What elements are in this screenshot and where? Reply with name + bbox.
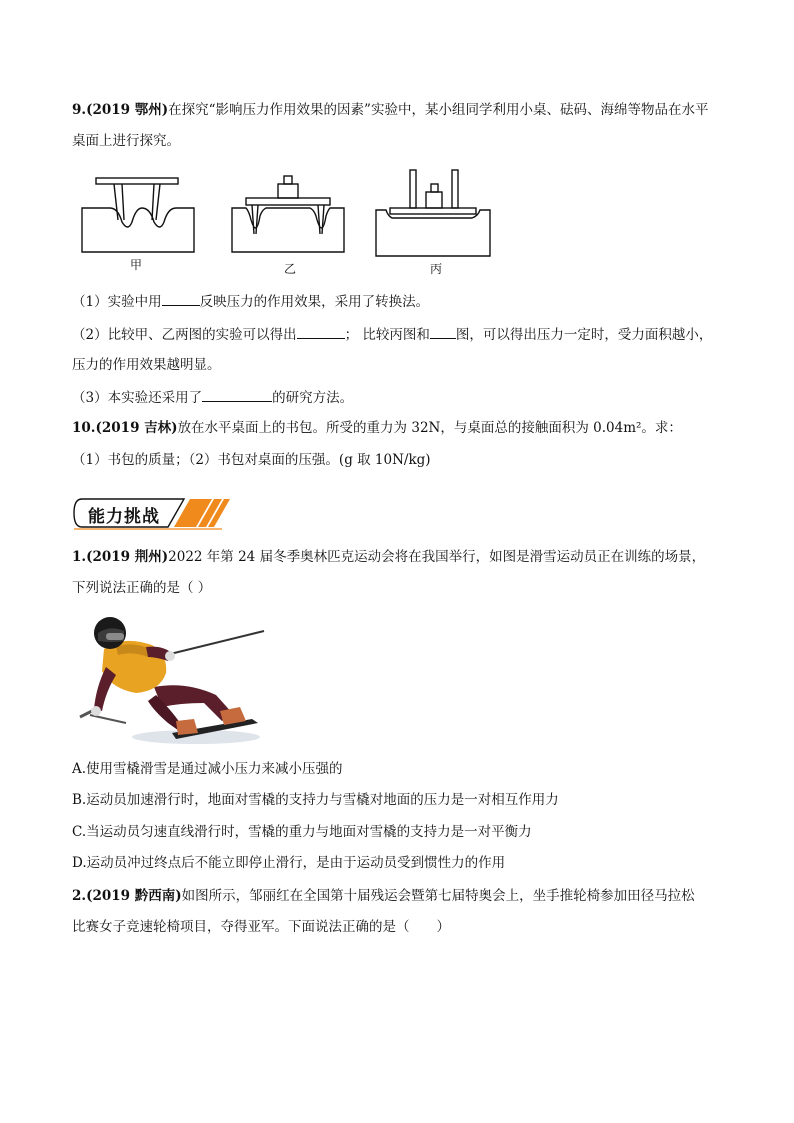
- c2-number: 2.: [72, 888, 87, 904]
- q9-sub2-text-a: （2）比较甲、乙两图的实验可以得出: [72, 327, 297, 343]
- c1-line1: [72, 547, 705, 567]
- c1-option-b: B.运动员加速滑行时，地面对雪橇的支持力与雪橇对地面的压力是一对相互作用力: [72, 792, 559, 808]
- answer-blank[interactable]: [297, 324, 345, 339]
- q10-text: 放在水平桌面上的书包。所受的重力为 32N，与桌面总的接触面积为 0.04m²。求：: [177, 420, 682, 436]
- skier-photo: [76, 611, 266, 746]
- figure-label-yi: 乙: [284, 262, 297, 276]
- q9-line1: [72, 100, 708, 120]
- figure-label-jia: 甲: [130, 258, 143, 272]
- c2-source: (2019 黔西南): [86, 888, 182, 904]
- q9-sub1-text-a: （1）实验中用: [72, 294, 162, 310]
- answer-blank[interactable]: [162, 291, 200, 306]
- q9-sub2-text-c: 图，可以得出压力一定时，受力面积越小，: [455, 327, 713, 343]
- c2-line2: 比赛女子竞速轮椅项目，夺得亚军。下面说法正确的是（ ）: [72, 919, 450, 935]
- q10-source: (2019 吉林): [95, 420, 178, 436]
- c1-source: (2019 荆州): [86, 549, 169, 565]
- q9-sub1-text-b: 反映压力的作用效果，采用了转换法。: [199, 294, 430, 310]
- figure-jia: [82, 178, 194, 252]
- q9-sub3-text-b: 的研究方法。: [272, 390, 354, 406]
- c1-text: 2022 年第 24 届冬季奥林匹克运动会将在我国举行，如图是滑雪运动员正在训练的场景，: [168, 549, 706, 565]
- figure-label-bing: 丙: [430, 262, 443, 276]
- q9-sub2-text-b: ； 比较丙图和: [344, 327, 430, 343]
- c1-number: 1.: [72, 549, 87, 565]
- q9-sub2-line2: 压力的作用效果越明显。: [72, 357, 221, 373]
- q9-sub2: [72, 324, 712, 345]
- section-title: 能力挑战: [88, 507, 160, 527]
- c1-option-a: A.使用雪橇滑雪是通过减小压力来减小压强的: [72, 761, 343, 777]
- figure-yi: [232, 176, 344, 252]
- q9-sub3-text-a: （3）本实验还采用了: [72, 390, 203, 406]
- q9-source: (2019 鄂州): [86, 102, 169, 118]
- q10-line2: （1）书包的质量；（2）书包对桌面的压强。(g 取 10N/kg): [72, 452, 431, 468]
- q10-number: 10.: [72, 420, 96, 436]
- answer-blank[interactable]: [430, 324, 456, 339]
- c2-text: 如图所示，邹丽红在全国第十届残运会暨第七届特奥会上，坐手推轮椅参加田径马拉松: [181, 888, 695, 904]
- q10-line1: [72, 418, 682, 438]
- q9-sub3: [72, 387, 353, 408]
- figure-bing: [376, 170, 490, 256]
- q9-text: 在探究“影响压力作用效果的因素”实验中，某小组同学利用小桌、砝码、海绵等物品在水平: [168, 102, 709, 118]
- c1-line2: 下列说法正确的是（ ）: [72, 580, 212, 596]
- c2-line1: [72, 886, 695, 906]
- answer-blank[interactable]: [202, 387, 272, 402]
- q9-line2: 桌面上进行探究。: [72, 133, 180, 149]
- q9-sub1: [72, 291, 429, 312]
- c1-option-d: D.运动员冲过终点后不能立即停止滑行，是由于运动员受到惯性力的作用: [72, 855, 506, 871]
- c1-option-c: C.当运动员匀速直线滑行时，雪橇的重力与地面对雪橇的支持力是一对平衡力: [72, 824, 532, 840]
- q9-number: 9.: [72, 102, 87, 118]
